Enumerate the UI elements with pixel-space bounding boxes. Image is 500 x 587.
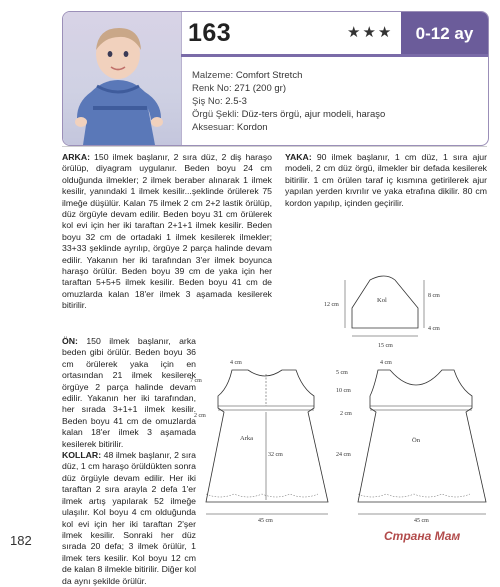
yaka-section [285, 152, 487, 209]
kol-height-left: 12 cm [324, 302, 339, 308]
difficulty-stars: ★★★ [347, 24, 394, 41]
on-skirt: 24 cm [336, 452, 351, 458]
stitch-label: Örgü Şekli: [192, 109, 239, 120]
needle-label: Şiş No: [192, 96, 223, 107]
arka-skirt: 32 cm [268, 452, 283, 458]
arka-heading: ARKA: [62, 152, 90, 162]
color-label: Renk No: [192, 83, 232, 94]
pattern-header [62, 11, 489, 146]
baby-dress-image [63, 12, 181, 145]
yaka-text: 90 ilmek başlanır, 1 cm düz, 1 sıra ajur modeli, 2 cm düz örgü, ilmekler bir defada kesilerek bitirilir. 1 cm örülen taraf iç kısmına getirilerek ajur yapılan yerden kıvrılır ve yaka etrafına dikilir. 80 cm kordon yapılıp, içinden geçirilir. [285, 152, 488, 208]
on-text: 150 ilmek başlanır, arka beden gibi örülür. Beden boyu 36 cm örülerek yaka için en ortasından 21 ilmek kesilerek örgüye 2 parça halinde devam edilir. Yakanın her iki tarafından, her sırada 3+1+1 ilmek kesilir. Beden boyu 41 cm de omuzlarda kalan 18'er ilmek 3 aşamada kesilerek bitirilir. [62, 336, 196, 449]
arka-hem: 45 cm [258, 518, 273, 524]
kollar-text: 48 ilmek başlanır, 2 sıra düz, 1 cm haraşo örüldükten sonra düz örgüyle devam edilir. Her iki taraftan 2 sıra arayla 2 defa 1'er ilmek artış yapılarak 52 ilmeğe ulaşılır. Kol boyu 4 cm olduğunda kol evi için her iki taraftan 2'şer ilmek kesilir. Sonraki her düz sırada 20 defa; 3 ilmek örülür, 1 ilmek ters kesilir. Kol boyu 12 cm de kalan 8 ilmekle bitirilir. Diğer kol da aynı şekilde örülür. [62, 450, 196, 586]
on-heading: ÖN: [62, 336, 78, 346]
materials-value: Comfort Stretch [235, 70, 303, 81]
on-upper: 10 cm [336, 388, 351, 394]
on-shoulder: 4 cm [380, 360, 392, 366]
on-hem: 45 cm [414, 518, 429, 524]
stitch-row [192, 109, 385, 121]
header-divider [181, 54, 488, 57]
kol-label: Kol [377, 297, 387, 304]
site-watermark: Страна Мам [384, 529, 461, 543]
schematic-diagrams [190, 270, 490, 525]
color-row [192, 83, 286, 95]
on-waist: 2 cm [340, 411, 352, 417]
on-kollar-section [62, 336, 196, 587]
baby-photo [63, 12, 182, 145]
age-badge: 0-12 ay [401, 12, 488, 55]
pattern-number: 163 [188, 19, 232, 47]
on-neck: 5 cm [336, 370, 348, 376]
kol-width: 15 cm [378, 343, 393, 349]
kol-diagram [324, 276, 440, 349]
kollar-heading: KOLLAR: [62, 450, 102, 461]
color-value: 271 (200 gr) [234, 83, 287, 94]
kol-height-right-bottom: 4 cm [428, 326, 440, 332]
accessory-label: Aksesuar: [192, 122, 235, 133]
needle-row [192, 96, 247, 108]
arka-label: Arka [240, 435, 253, 442]
page-number: 182 [10, 533, 32, 548]
arka-armhole: 7 cm [190, 378, 202, 384]
accessory-value: Kordon [236, 122, 268, 133]
arka-diagram [190, 360, 328, 524]
kol-height-right-top: 8 cm [428, 293, 440, 299]
arka-shoulder: 4 cm [230, 360, 242, 366]
materials-row [192, 70, 302, 82]
yaka-heading: YAKA: [285, 152, 312, 162]
on-diagram [336, 360, 486, 524]
materials-label: Malzeme: [192, 70, 234, 81]
header-rule [62, 146, 487, 147]
on-label: Ön [412, 437, 420, 444]
arka-waist: 2 cm [194, 413, 206, 419]
needle-value: 2.5-3 [225, 96, 247, 107]
accessory-row [192, 122, 268, 134]
arka-text: 150 ilmek başlanır, 2 sıra düz, 2 diş haraşo örülüp, diyagram uygulanır. Beden boyu 24 cm olduğunda ilmekler; 2 ilmek beraber alınarak 1 ilmek kesilir, yanındaki 1 ilmek kesilir...şeklinde örülerek 75 ilmeğe düşülür. Kalan 75 ilmek 2 cm 2+2 lastik örülüp, düz örgüyle devam edilir. Beden boyu 31 cm örülerek kol evi için her iki taraftan 2+1+1 ilmek kesilir. Beden boyu 32 cm de ortadaki 1 ilmek kesilerek ilmekler; 33+33 şeklinde ayrılıp, örgüye 2 parça halinde devam edilir. Yakanın her iki tarafından 3'er ilmek boyunca haraşo örülür. Beden boyu 39 cm de yaka için her taraftan 5+5+5 ilmek kesilir. Beden boyu 41 cm de omuzlarda kalan 18'er ilmek 3 aşamada kesilerek bitirilir. [62, 152, 273, 311]
stitch-value: Düz-ters örgü, ajur modeli, haraşo [241, 109, 386, 120]
